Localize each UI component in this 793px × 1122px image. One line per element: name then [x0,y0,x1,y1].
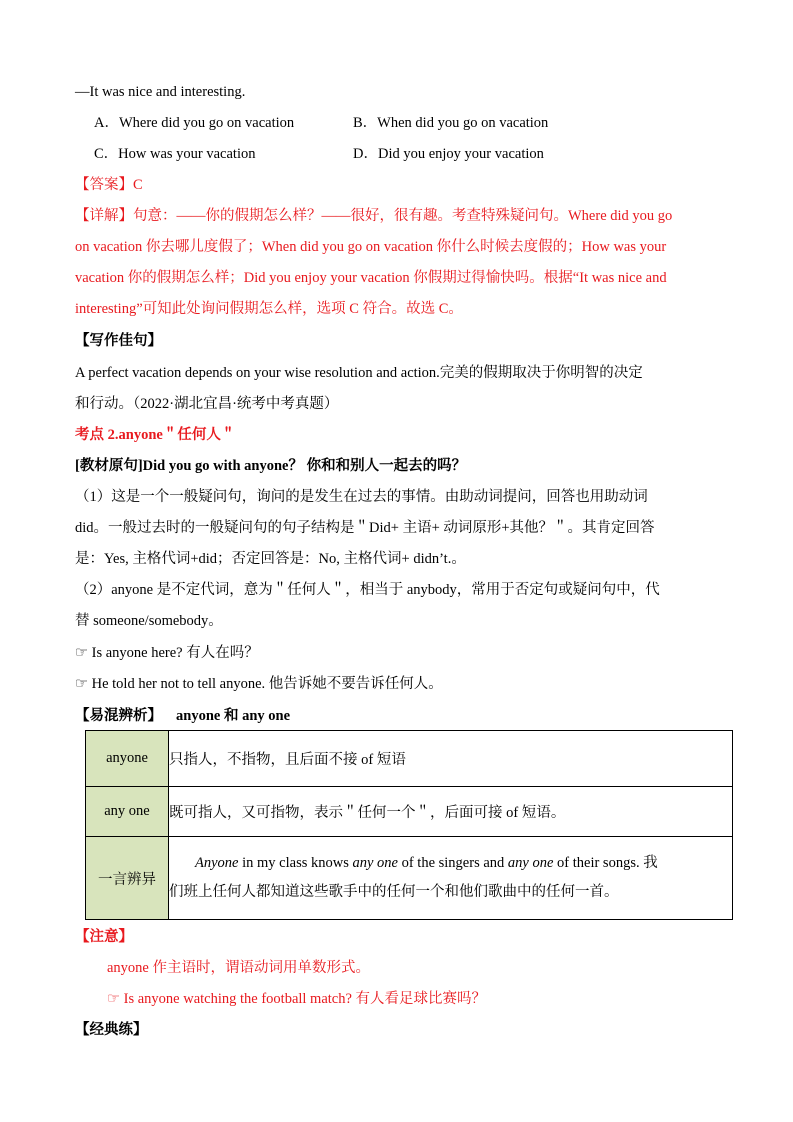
para1-line-3: 是：Yes, 主格代词+did；否定回答是：No, 主格代词+ didn’t.。 [75,551,466,567]
example-cell [169,837,733,920]
confusion-heading: 【易混辨析】 [75,708,162,724]
table-row [86,787,733,837]
option-b: B．When did you go on vacation [353,115,549,131]
explanation-tag: 【详解】 [75,208,133,224]
note-line-2: ☞ Is anyone watching the football match? 有人看足球比赛吗？ [107,991,487,1007]
example-line-2: ☞ He told her not to tell anyone. 他告诉她不要告诉任何人。 [75,676,443,692]
answer-line: —It was nice and interesting. [75,84,246,100]
para2-line-2: 替 someone/somebody。 [75,613,223,629]
confusion-title: anyone 和 any one [176,708,291,724]
writing-line-1: A perfect vacation depends on your wise resolution and action.完美的假期取决于你明智的决定 [75,365,643,381]
explanation-line-4: interesting”可知此处询问假期怎么样，选项 C 符合。故选 C。 [75,301,463,317]
answer-tag: 【答案】 [75,177,133,193]
example-line-1: ☞ Is anyone here? 有人在吗？ [75,645,259,661]
table-body-cell: 既可指人，又可指物，表示＂任何一个＂，后面可接 of 短语。 [169,787,733,837]
table-row [86,837,733,920]
para1-line-2: did。一般过去时的一般疑问句的句子结构是＂Did+ 主语+ 动词原形+其他？＂。其肯定回答 [75,520,655,536]
source-sentence: [教材原句]Did you go with anyone？ 你和和别人一起去的吗？ [75,458,467,474]
table-row [86,731,733,787]
practice-heading: 【经典练】 [75,1022,148,1038]
note-line-1: anyone 作主语时，谓语动词用单数形式。 [107,960,370,976]
table-head-cell: any one [86,787,169,837]
para2-line-1: （2）anyone 是不定代词，意为＂任何人＂，相当于 anybody，常用于否定句或疑问句中，代 [75,582,660,598]
confusion-row [75,706,290,726]
example-translation: 们班上任何人都知道这些歌手中的任何一个和他们歌曲中的任何一首。 [169,884,619,900]
answer-value: C [133,177,143,193]
explanation-line-3: vacation 你的假期怎么样；Did you enjoy your vacation 你假期过得愉快吗。根据“It was nice and [75,270,667,286]
table-head-cell: anyone [86,731,169,787]
answer-row [75,175,143,195]
option-c: C．How was your vacation [94,146,256,162]
explanation-line-1: 【详解】句意：——你的假期怎么样？——很好，很有趣。考查特殊疑问句。Where did you go [75,208,673,224]
note-heading: 【注意】 [75,929,133,945]
writing-heading: 【写作佳句】 [75,333,162,349]
writing-line-2: 和行动。（2022·湖北宜昌·统考中考真题） [75,396,339,412]
point-heading: 考点 2.anyone＂任何人＂ [75,427,236,443]
table-head-cell: 一言辨异 [86,837,169,920]
option-d: D．Did you enjoy your vacation [353,146,544,162]
table-body-cell: 只指人，不指物，且后面不接 of 短语 [169,731,733,787]
explanation-line-2: on vacation 你去哪儿度假了；When did you go on vacation 你什么时候去度假的；How was your [75,239,667,255]
example-sentence: Anyone in my class knows any one of the singers and any one of their songs. 我 [195,855,658,871]
comparison-table [85,730,733,920]
para1-line-1: （1）这是一个一般疑问句，询问的是发生在过去的事情。由助动词提问，回答也用助动词 [75,489,648,505]
option-a: A．Where did you go on vacation [94,115,295,131]
